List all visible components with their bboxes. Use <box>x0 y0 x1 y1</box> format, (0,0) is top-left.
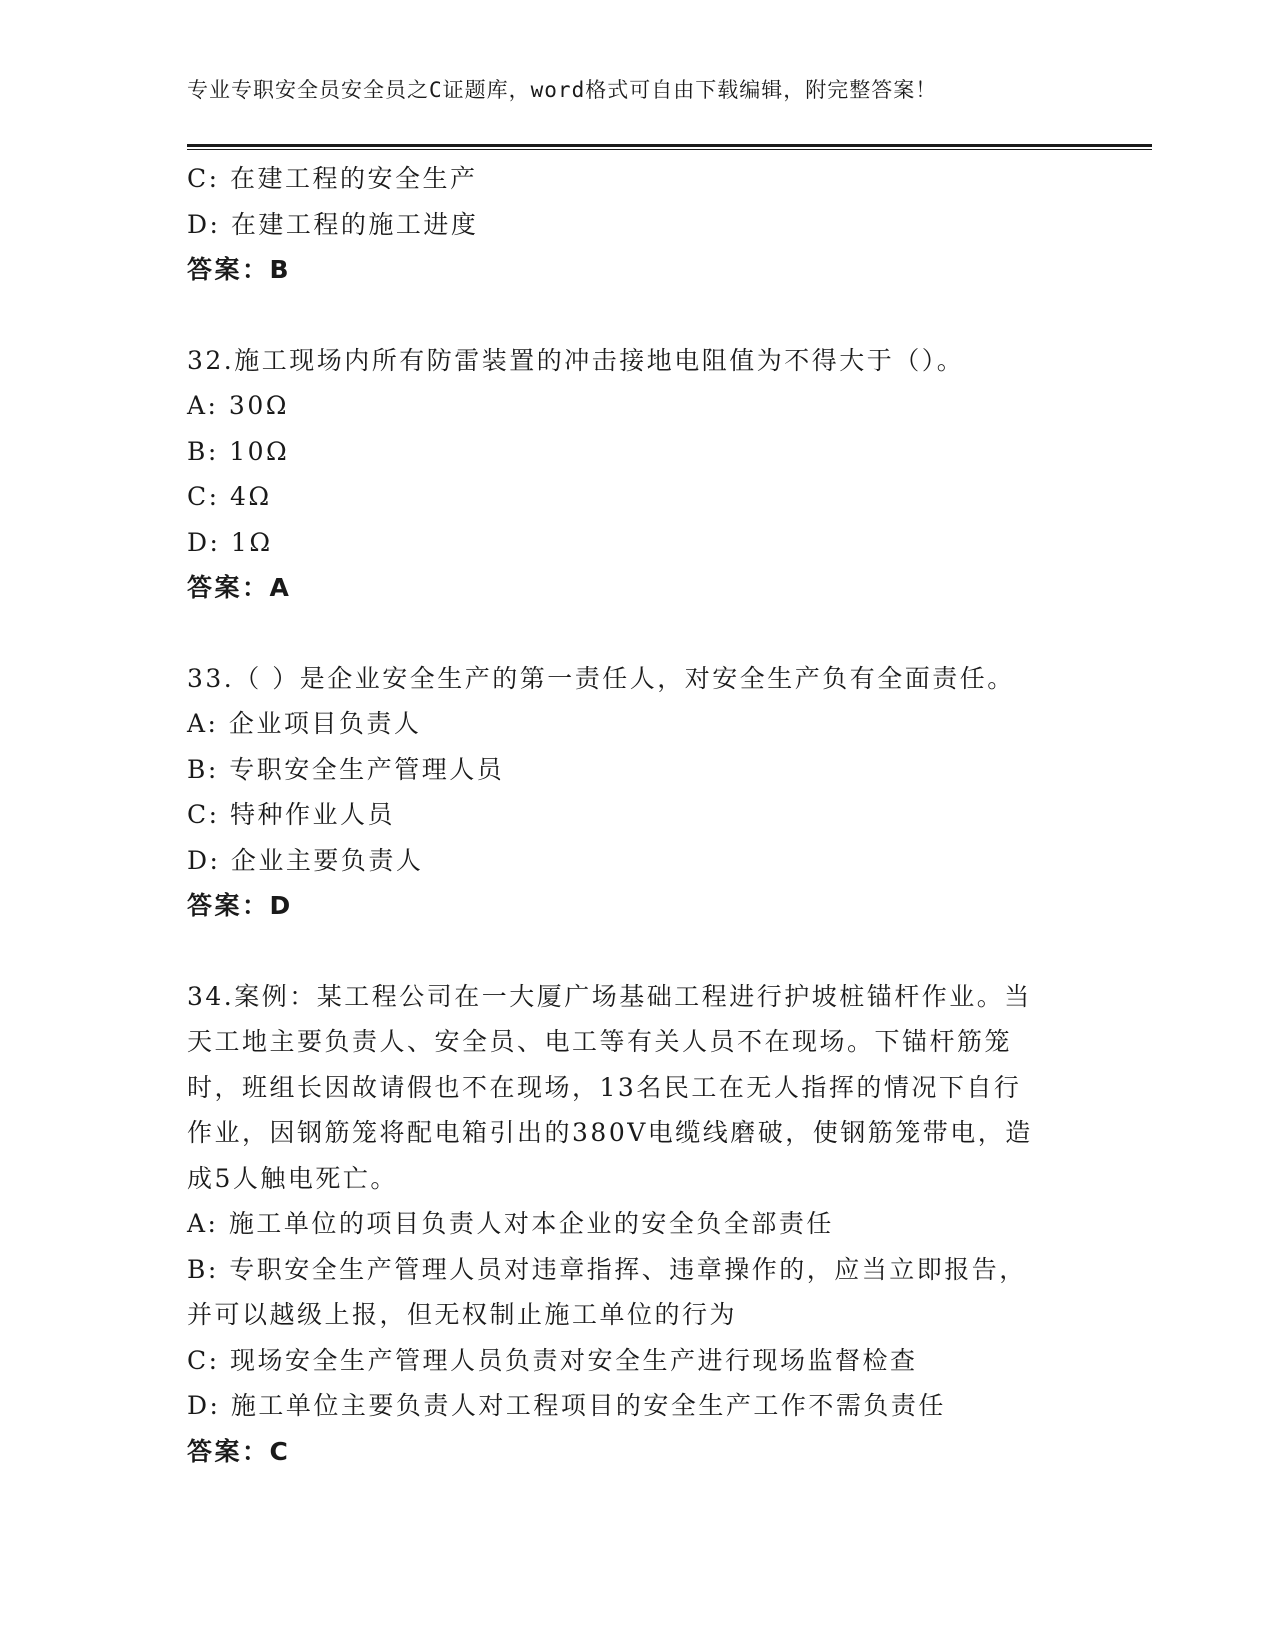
question-stem-line: 时，班组长因故请假也不在现场，13名民工在无人指挥的情况下自行 <box>187 1072 1022 1102</box>
option-c: C: 特种作业人员 <box>187 800 395 829</box>
question-stem: 32.施工现场内所有防雷装置的冲击接地电阻值为不得大于（）。 <box>187 345 965 375</box>
option-b: B: 专职安全生产管理人员对违章指挥、违章操作的，应当立即报告， <box>187 1254 1027 1284</box>
answer-line: 答案：A <box>187 573 292 602</box>
header-divider <box>187 144 1152 150</box>
option-a: A: 企业项目负责人 <box>187 709 422 738</box>
question-stem-line: 34.案例：某工程公司在一大厦广场基础工程进行护坡桩锚杆作业。当 <box>187 981 1032 1011</box>
answer-line: 答案：D <box>187 891 293 920</box>
question-stem-line: 成5人触电死亡。 <box>187 1163 398 1193</box>
question-32 <box>187 338 1087 611</box>
option-d: D: 1Ω <box>187 527 273 557</box>
answer-line: 答案：C <box>187 1436 291 1466</box>
option-b: B: 专职安全生产管理人员 <box>187 754 505 784</box>
question-stem: 33.（ ）是企业安全生产的第一责任人，对安全生产负有全面责任。 <box>187 663 1015 693</box>
question-stem-line: 作业，因钢筋笼将配电箱引出的380V电缆线磨破，使钢筋笼带电，造 <box>187 1118 1033 1147</box>
document-body <box>187 156 1087 1474</box>
option-c: C: 在建工程的安全生产 <box>187 164 478 193</box>
option-a: A: 30Ω <box>187 391 289 420</box>
option-c: C: 现场安全生产管理人员负责对安全生产进行现场监督检查 <box>187 1345 918 1375</box>
answer-line: 答案：B <box>187 255 292 284</box>
option-a: A: 施工单位的项目负责人对本企业的安全负全部责任 <box>187 1209 834 1238</box>
option-d: D: 施工单位主要负责人对工程项目的安全生产工作不需负责任 <box>187 1391 946 1420</box>
question-stem-line: 天工地主要负责人、安全员、电工等有关人员不在现场。下锚杆筋笼 <box>187 1027 1013 1056</box>
carryover-question <box>187 156 1087 293</box>
option-b-continued: 并可以越级上报，但无权制止施工单位的行为 <box>187 1300 738 1329</box>
page-header: 专业专职安全员安全员之C证题库，word格式可自由下载编辑，附完整答案！ <box>187 78 938 102</box>
option-d: D: 企业主要负责人 <box>187 845 424 875</box>
option-c: C: 4Ω <box>187 482 272 511</box>
option-d: D: 在建工程的施工进度 <box>187 209 479 239</box>
question-33 <box>187 656 1087 929</box>
option-b: B: 10Ω <box>187 436 290 466</box>
question-34 <box>187 974 1087 1475</box>
